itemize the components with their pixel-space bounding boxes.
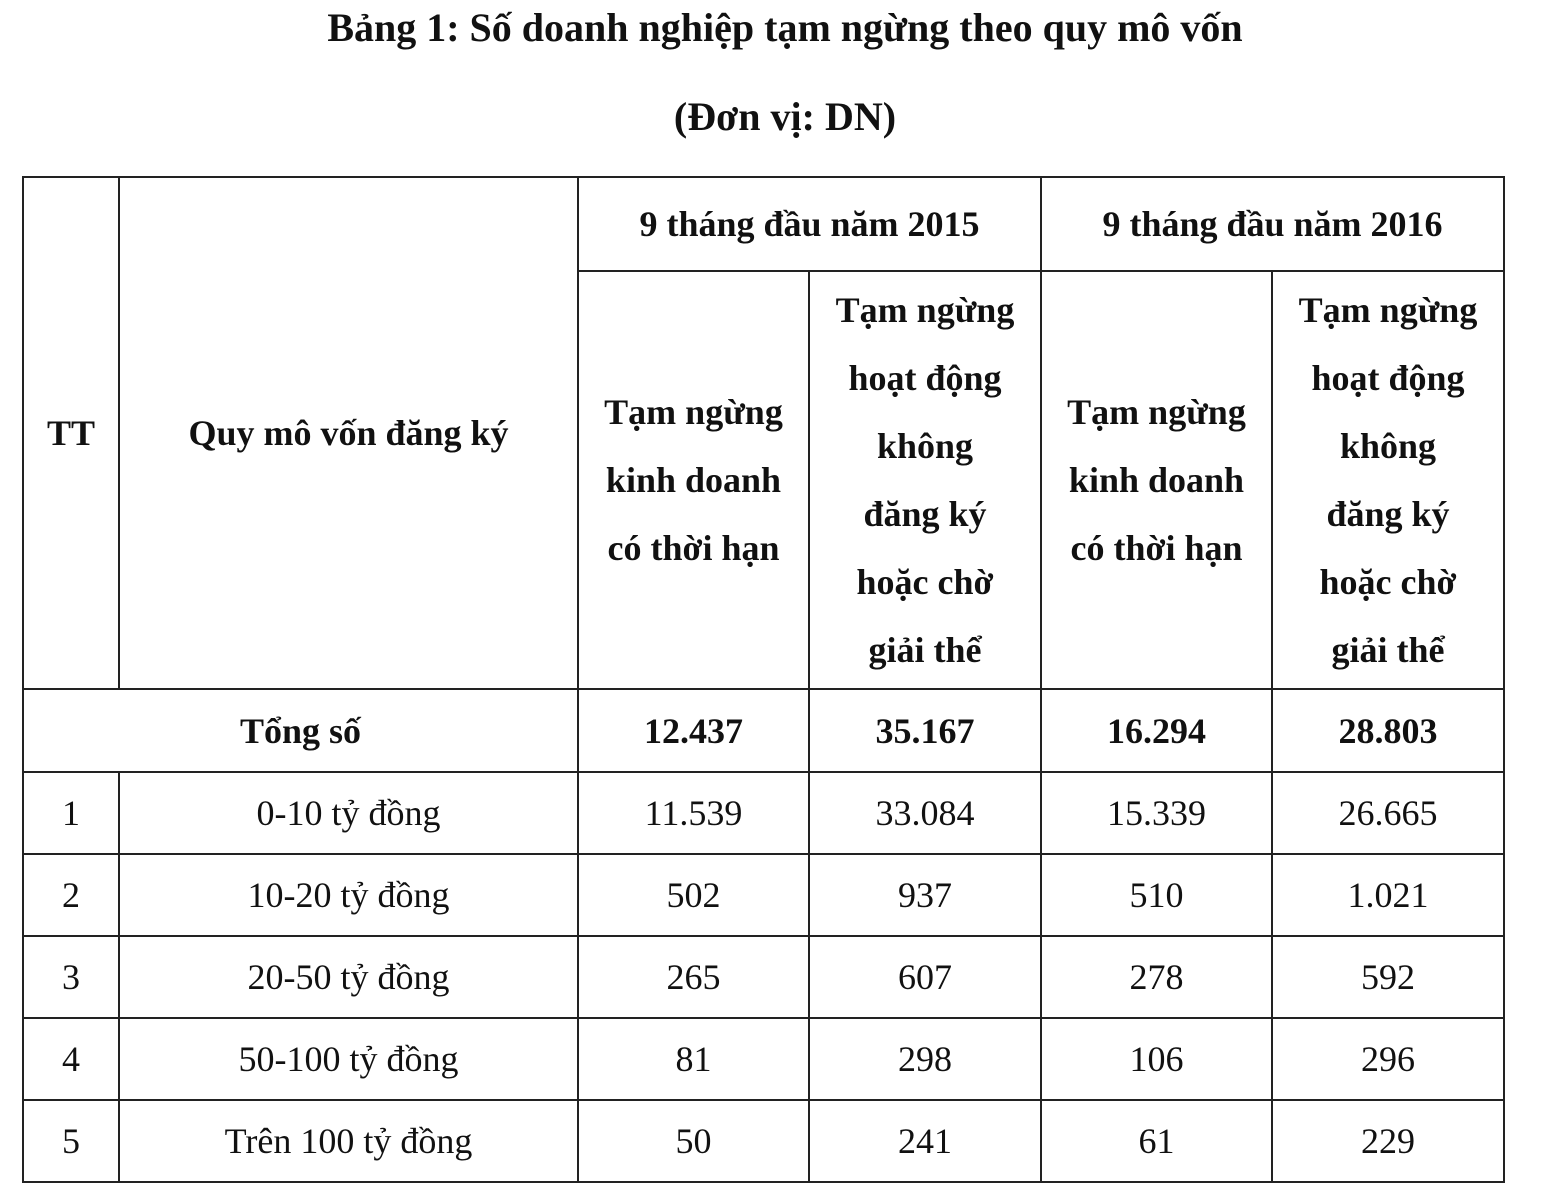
row-tt: 4 [23,1018,119,1100]
row-2015-pending: 33.084 [809,772,1041,854]
total-2015-temporary: 12.437 [578,689,809,772]
row-2015-pending: 298 [809,1018,1041,1100]
row-2015-temporary: 265 [578,936,809,1018]
row-2015-pending: 937 [809,854,1041,936]
table-row [23,772,1504,854]
total-2016-pending: 28.803 [1272,689,1504,772]
table-row [23,936,1504,1018]
row-2016-pending: 1.021 [1272,854,1504,936]
row-2016-temporary: 510 [1041,854,1272,936]
row-2015-temporary: 11.539 [578,772,809,854]
row-2016-pending: 592 [1272,936,1504,1018]
row-2015-pending: 607 [809,936,1041,1018]
row-tt: 5 [23,1100,119,1182]
header-2016-pending-dissolution: Tạm ngừng hoạt động không đăng ký hoặc chờ giải thể [1272,271,1504,689]
row-capital-scale: Trên 100 tỷ đồng [119,1100,578,1182]
row-tt: 3 [23,936,119,1018]
row-2016-pending: 229 [1272,1100,1504,1182]
total-2016-temporary: 16.294 [1041,689,1272,772]
row-capital-scale: 0-10 tỷ đồng [119,772,578,854]
row-capital-scale: 20-50 tỷ đồng [119,936,578,1018]
row-2015-temporary: 50 [578,1100,809,1182]
header-capital-scale: Quy mô vốn đăng ký [119,177,578,689]
header-year-2015: 9 tháng đầu năm 2015 [578,177,1041,271]
header-2015-pending-dissolution: Tạm ngừng hoạt động không đăng ký hoặc chờ giải thể [809,271,1041,689]
row-capital-scale: 10-20 tỷ đồng [119,854,578,936]
row-2016-temporary: 15.339 [1041,772,1272,854]
row-tt: 2 [23,854,119,936]
header-2016-temporary-suspension: Tạm ngừng kinh doanh có thời hạn [1041,271,1272,689]
total-row [23,689,1504,772]
header-tt: TT [23,177,119,689]
row-capital-scale: 50-100 tỷ đồng [119,1018,578,1100]
header-2015-temporary-suspension: Tạm ngừng kinh doanh có thời hạn [578,271,809,689]
row-2015-pending: 241 [809,1100,1041,1182]
row-2016-temporary: 278 [1041,936,1272,1018]
table-row [23,1100,1504,1182]
row-2015-temporary: 502 [578,854,809,936]
row-2016-temporary: 61 [1041,1100,1272,1182]
table-row [23,1018,1504,1100]
row-2016-pending: 296 [1272,1018,1504,1100]
row-2016-temporary: 106 [1041,1018,1272,1100]
row-2015-temporary: 81 [578,1018,809,1100]
row-2016-pending: 26.665 [1272,772,1504,854]
table-unit: (Đơn vị: DN) [673,94,897,139]
table-title: Bảng 1: Số doanh nghiệp tạm ngừng theo quy mô vốn [327,5,1243,50]
row-tt: 1 [23,772,119,854]
table-row [23,854,1504,936]
total-2015-pending: 35.167 [809,689,1041,772]
enterprise-suspension-table [22,176,1505,1183]
total-label: Tổng số [23,689,578,772]
header-year-2016: 9 tháng đầu năm 2016 [1041,177,1504,271]
